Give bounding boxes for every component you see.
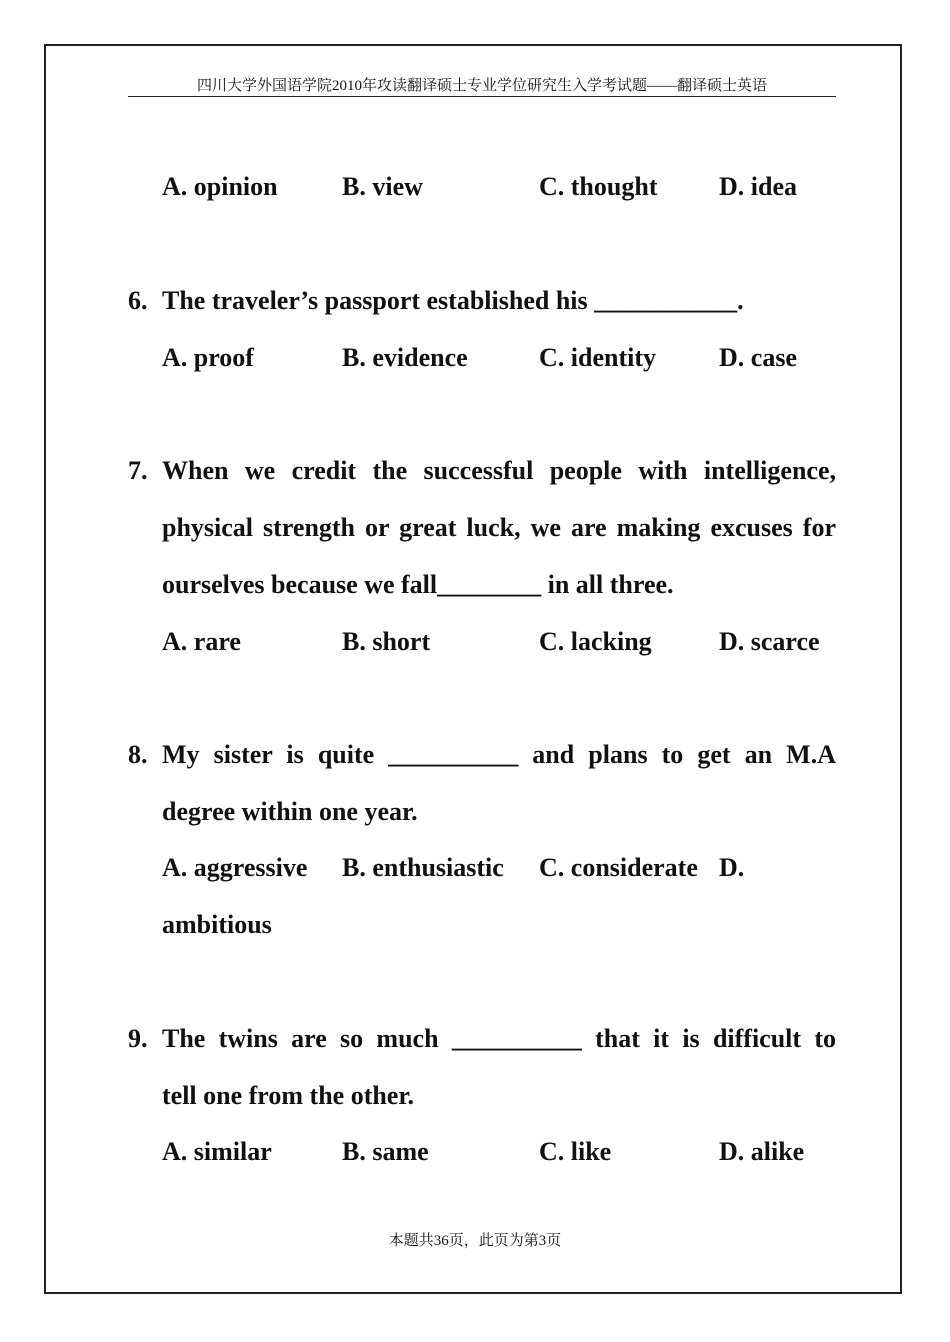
- option-d: D. scarce: [719, 627, 820, 656]
- option-d-text: ambitious: [162, 910, 272, 939]
- question-stem-line: tell one from the other.: [162, 1081, 415, 1110]
- option-b: B. short: [342, 627, 431, 656]
- option-a: A. aggressive: [162, 853, 308, 882]
- option-a: A. rare: [162, 627, 241, 656]
- question-number: 6.: [128, 286, 148, 315]
- question-stem-line: degree within one year.: [162, 797, 418, 826]
- option-b: B. same: [342, 1137, 429, 1166]
- question-stem-line: My sister is quite __________ and plans to get an M.A: [162, 740, 836, 769]
- question-stem-line: physical strength or great luck, we are making excuses for: [162, 513, 836, 542]
- option-c: C. like: [539, 1137, 612, 1166]
- page-header: 四川大学外国语学院2010年攻读翻译硕士专业学位研究生入学考试题——翻译硕士英语: [128, 76, 836, 97]
- option-b: B. view: [342, 172, 423, 201]
- option-c: C. considerate: [539, 853, 698, 882]
- option-c: C. identity: [539, 343, 656, 372]
- option-b: B. evidence: [342, 343, 468, 372]
- option-c: C. thought: [539, 172, 658, 201]
- question-stem-line: When we credit the successful people with intelligence,: [162, 456, 836, 485]
- question-stem-line: ourselves because we fall________ in all three.: [162, 570, 674, 599]
- option-a: A. similar: [162, 1137, 272, 1166]
- question-stem-line: The twins are so much __________ that it is difficult to: [162, 1024, 836, 1053]
- question-number: 8.: [128, 740, 148, 769]
- option-d: D.: [719, 853, 745, 882]
- question-number: 9.: [128, 1024, 148, 1053]
- option-c: C. lacking: [539, 627, 652, 656]
- option-a: A. opinion: [162, 172, 278, 201]
- option-d: D. idea: [719, 172, 797, 201]
- option-d: D. alike: [719, 1137, 805, 1166]
- question-stem-line: The traveler’s passport established his ___________.: [162, 286, 744, 315]
- option-d: D. case: [719, 343, 797, 372]
- page-footer: 本题共36页，此页为第3页: [388, 1233, 562, 1249]
- option-b: B. enthusiastic: [342, 853, 504, 882]
- question-number: 7.: [128, 456, 148, 485]
- option-a: A. proof: [162, 343, 254, 372]
